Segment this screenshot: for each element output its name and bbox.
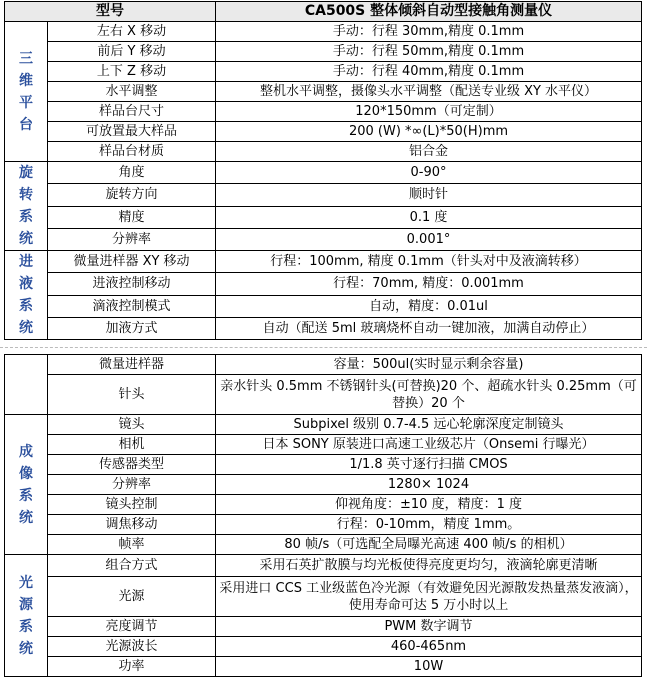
row-label: 水平调整 (48, 82, 216, 102)
row-label: 调焦移动 (48, 515, 216, 535)
spec-table-part-2 (4, 354, 642, 677)
table-row (5, 273, 642, 295)
row-value: 行程：70mm, 精度：0.001mm (216, 273, 642, 295)
row-label: 样品台材质 (48, 142, 216, 162)
table-row (5, 375, 642, 415)
table-row (5, 82, 642, 102)
row-label: 功率 (48, 657, 216, 677)
row-value: 顺时针 (216, 184, 642, 206)
row-value: 仰视角度：±10 度，精度：1 度 (216, 495, 642, 515)
table-row (5, 435, 642, 455)
row-value: 120*150mm（可定制） (216, 102, 642, 122)
row-label: 分辨率 (48, 228, 216, 250)
table-row (5, 455, 642, 475)
row-value: 行程：0-10mm，精度 1mm。 (216, 515, 642, 535)
section-imaging: 成 像 系 统 (5, 415, 48, 555)
table-row (5, 251, 642, 273)
row-value: PWM 数字调节 (216, 617, 642, 637)
row-value: 460-465nm (216, 637, 642, 657)
table-row (5, 355, 642, 375)
row-value: 采用石英扩散膜与均光板使得亮度更均匀，液滴轮廓更清晰 (216, 555, 642, 577)
row-value: 手动：行程 30mm,精度 0.1mm (216, 22, 642, 42)
row-value: 日本 SONY 原装进口高速工业级芯片（Onsemi 行曝光） (216, 435, 642, 455)
row-label: 加液方式 (48, 317, 216, 339)
row-label: 帧率 (48, 535, 216, 555)
row-label: 前后 Y 移动 (48, 42, 216, 62)
row-value: 手动：行程 40mm,精度 0.1mm (216, 62, 642, 82)
table-row (5, 555, 642, 577)
row-label: 滴液控制模式 (48, 295, 216, 317)
row-label: 微量进样器 XY 移动 (48, 251, 216, 273)
section-liquid: 进 液 系 统 (5, 251, 48, 340)
table-row (5, 535, 642, 555)
model-label: 型号 (5, 2, 216, 22)
row-value: 1280× 1024 (216, 475, 642, 495)
row-label: 可放置最大样品 (48, 122, 216, 142)
table-row (5, 475, 642, 495)
table-row (5, 657, 642, 677)
table-row (5, 102, 642, 122)
row-label: 针头 (48, 375, 216, 415)
row-label: 样品台尺寸 (48, 102, 216, 122)
row-value: 自动（配送 5ml 玻璃烧杯自动一键加液，加满自动停止） (216, 317, 642, 339)
table-row (5, 162, 642, 184)
table-row (5, 637, 642, 657)
section-liquid-continued (5, 355, 48, 415)
section-platform: 三 维 平 台 (5, 22, 48, 162)
row-value: 铝合金 (216, 142, 642, 162)
row-value: 自动，精度：0.01ul (216, 295, 642, 317)
table-row (5, 317, 642, 339)
row-value: 采用进口 CCS 工业级蓝色冷光源（有效避免因光源散发热量蒸发液滴），使用寿命可达 5 万小时以上 (216, 577, 642, 617)
table-row (5, 122, 642, 142)
row-label: 旋转方向 (48, 184, 216, 206)
row-label: 亮度调节 (48, 617, 216, 637)
section-rotation: 旋 转 系 统 (5, 162, 48, 251)
row-label: 组合方式 (48, 555, 216, 577)
section-light: 光 源 系 统 (5, 555, 48, 677)
row-label: 光源波长 (48, 637, 216, 657)
row-label: 精度 (48, 206, 216, 228)
table-row (5, 42, 642, 62)
row-value: 容量：500ul(实时显示剩余容量) (216, 355, 642, 375)
page-break-divider (0, 347, 647, 348)
row-label: 分辨率 (48, 475, 216, 495)
table-row (5, 577, 642, 617)
row-label: 左右 X 移动 (48, 22, 216, 42)
table-row (5, 617, 642, 637)
spec-table-part-1 (4, 1, 642, 340)
table-row (5, 184, 642, 206)
row-value: 整机水平调整，摄像头水平调整（配送专业级 XY 水平仪） (216, 82, 642, 102)
row-value: 0-90° (216, 162, 642, 184)
row-value: Subpixel 级别 0.7-4.5 远心轮廓深度定制镜头 (216, 415, 642, 435)
table-row (5, 62, 642, 82)
row-value: 0.001° (216, 228, 642, 250)
table-row (5, 295, 642, 317)
row-label: 传感器类型 (48, 455, 216, 475)
table-row (5, 206, 642, 228)
row-value: 亲水针头 0.5mm 不锈钢针头(可替换)20 个、超疏水针头 0.25mm（可替换）20 个 (216, 375, 642, 415)
row-value: 10W (216, 657, 642, 677)
row-value: 手动：行程 50mm,精度 0.1mm (216, 42, 642, 62)
header-row (5, 2, 642, 22)
model-value: CA500S 整体倾斜自动型接触角测量仪 (216, 2, 642, 22)
table-row (5, 515, 642, 535)
row-value: 80 帧/s（可选配全局曝光高速 400 帧/s 的相机） (216, 535, 642, 555)
table-row (5, 228, 642, 250)
table-row (5, 22, 642, 42)
table-row (5, 495, 642, 515)
row-label: 镜头控制 (48, 495, 216, 515)
table-row (5, 142, 642, 162)
row-value: 0.1 度 (216, 206, 642, 228)
row-label: 角度 (48, 162, 216, 184)
row-label: 微量进样器 (48, 355, 216, 375)
row-label: 相机 (48, 435, 216, 455)
row-label: 光源 (48, 577, 216, 617)
row-label: 上下 Z 移动 (48, 62, 216, 82)
row-value: 200 (W) *∞(L)*50(H)mm (216, 122, 642, 142)
row-label: 进液控制移动 (48, 273, 216, 295)
table-row (5, 415, 642, 435)
row-label: 镜头 (48, 415, 216, 435)
row-value: 行程：100mm, 精度 0.1mm（针头对中及液滴转移） (216, 251, 642, 273)
row-value: 1/1.8 英寸逐行扫描 CMOS (216, 455, 642, 475)
